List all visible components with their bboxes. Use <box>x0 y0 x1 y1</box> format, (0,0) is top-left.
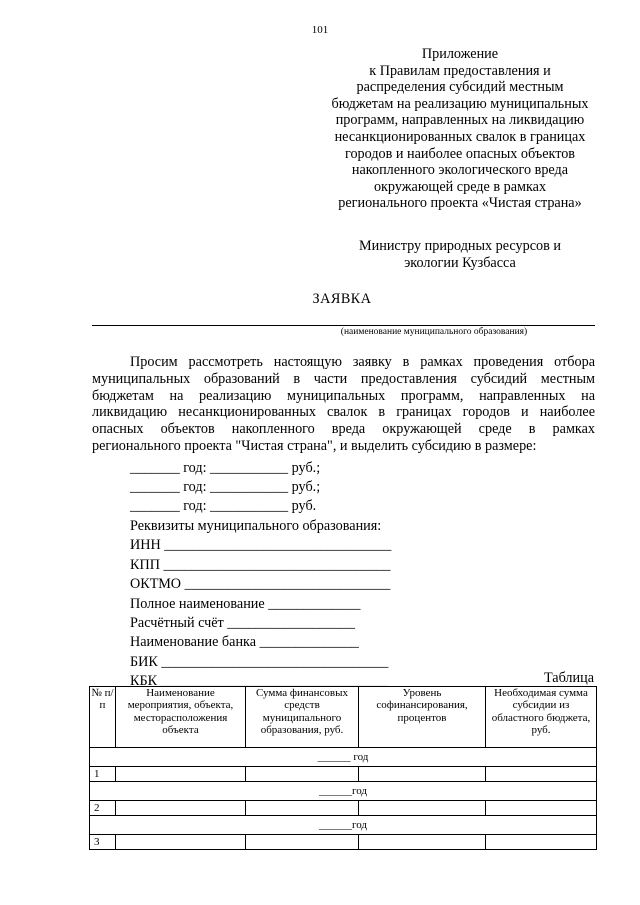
appendix-line: окружающей среде в рамках <box>373 178 547 195</box>
appendix-line: бюджетам на реализацию муниципальных <box>331 95 589 112</box>
table-row <box>90 801 597 816</box>
requisites-block <box>130 517 391 692</box>
table-cell <box>486 835 597 850</box>
year-amount-line: _______ год: ___________ руб.; <box>130 460 321 476</box>
paragraph-line: Просим рассмотреть настоящую заявку в рамках проведения отбора <box>130 354 595 370</box>
header-event-name: Наименование мероприятия, объекта, месторасположения объекта <box>116 687 246 748</box>
requisite-kbk: КБК ________________________________ <box>130 673 388 690</box>
appendix-line: к Правилам предоставления и <box>369 62 551 79</box>
table-cell <box>246 801 359 816</box>
paragraph-line: ликвидацию несанкционированных свалок в границах городов и наиболее <box>92 404 595 421</box>
header-number: № п/п <box>90 687 116 748</box>
table-caption: Таблица <box>543 670 594 686</box>
table-year-row <box>90 782 597 801</box>
paragraph-line: опасных объектов накопленного вреда окружающей среде в рамках <box>92 421 595 438</box>
appendix-line: Приложение <box>421 46 499 62</box>
paragraph-line: регионального проекта "Чистая страна", и выделить субсидию в размере: <box>92 437 537 454</box>
year-label: ______год <box>90 816 597 835</box>
appendix-line: городов и наиболее опасных объектов <box>344 145 575 162</box>
table-cell <box>246 767 359 782</box>
table-cell <box>359 767 486 782</box>
municipality-caption: (наименование муниципального образования) <box>340 327 528 337</box>
year-label: ______ год <box>90 748 597 767</box>
row-number: 3 <box>90 835 116 850</box>
table-cell <box>486 767 597 782</box>
addressee-line: экологии Кузбасса <box>404 254 516 271</box>
header-cofinancing-level: Уровень софинансирования, процентов <box>359 687 486 748</box>
requisites-title: Реквизиты муниципального образования: <box>130 518 382 534</box>
requisite-bank-name: Наименование банка ______________ <box>130 634 359 651</box>
subsidy-table <box>89 686 597 850</box>
table-cell <box>486 801 597 816</box>
appendix-line: программ, направленных на ликвидацию <box>335 112 585 129</box>
table-cell <box>116 801 246 816</box>
year-amount-line: _______ год: ___________ руб. <box>130 498 317 514</box>
requisite-full-name: Полное наименование _____________ <box>130 595 361 612</box>
row-number: 1 <box>90 767 116 782</box>
appendix-line: распределения субсидий местным <box>356 79 564 96</box>
row-number: 2 <box>90 801 116 816</box>
request-paragraph <box>92 354 595 455</box>
subsidy-years-list <box>130 459 320 516</box>
addressee-line: Министру природных ресурсов и <box>359 238 561 254</box>
municipality-fill-line <box>92 325 595 326</box>
requisite-kpp: КПП ________________________________ <box>130 556 391 573</box>
requisite-bik: БИК ________________________________ <box>130 653 389 670</box>
header-municipal-funds: Сумма финансовых средств муниципального образования, руб. <box>246 687 359 748</box>
table-cell <box>246 835 359 850</box>
document-title: ЗАЯВКА <box>312 291 372 307</box>
appendix-line: накопленного экологического вреда <box>351 162 569 179</box>
table-row <box>90 835 597 850</box>
table-cell <box>359 835 486 850</box>
year-amount-line: _______ год: ___________ руб.; <box>130 479 321 495</box>
table-year-row <box>90 816 597 835</box>
table-row <box>90 767 597 782</box>
requisite-oktmo: ОКТМО _____________________________ <box>130 576 391 593</box>
table-header-row <box>90 687 597 748</box>
table-cell <box>116 767 246 782</box>
page-number: 101 <box>311 24 329 36</box>
table-cell <box>359 801 486 816</box>
paragraph-line: бюджетам на реализацию муниципальных программ, направленных на <box>92 387 595 404</box>
requisite-account: Расчётный счёт __________________ <box>130 615 355 632</box>
header-subsidy-amount: Необходимая сумма субсидии из областного бюджета, руб. <box>486 687 597 748</box>
table-year-row <box>90 748 597 767</box>
paragraph-line: муниципальных образований в части предоставления субсидий местным <box>92 370 595 387</box>
requisite-inn: ИНН ________________________________ <box>130 537 392 554</box>
addressee <box>330 238 590 271</box>
year-label: ______год <box>90 782 597 801</box>
appendix-line: несанкционированных свалок в границах <box>334 128 586 145</box>
appendix-header <box>310 46 610 212</box>
table-cell <box>116 835 246 850</box>
appendix-line: регионального проекта «Чистая страна» <box>338 195 582 212</box>
